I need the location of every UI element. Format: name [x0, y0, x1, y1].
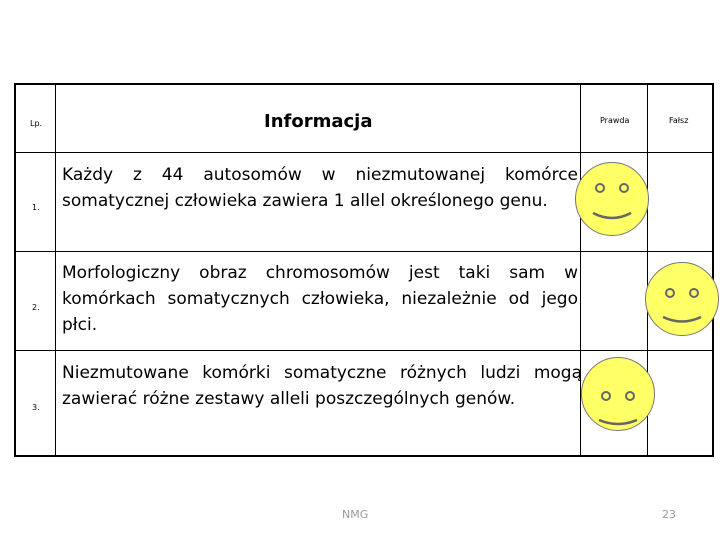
- statement-text: Niezmutowane komórki somatyczne różnych ludzi mogą zawierać różne zestawy alleli poszczególnych genów.: [62, 363, 582, 409]
- row-divider: [16, 251, 712, 252]
- row-divider: [16, 152, 712, 153]
- smiley-face-icon[interactable]: [581, 357, 655, 431]
- header-falsz: Fałsz: [669, 116, 689, 125]
- column-divider: [55, 85, 56, 455]
- header-prawda: Prawda: [600, 116, 630, 125]
- smiley-face-icon[interactable]: [645, 262, 719, 336]
- row-divider: [16, 350, 712, 351]
- row-number: 2.: [32, 303, 40, 312]
- row-number: 3.: [32, 403, 40, 412]
- row-number: 1.: [32, 203, 40, 212]
- footer-label: NMG: [342, 508, 369, 521]
- statement-text: Morfologiczny obraz chromosomów jest taki sam w komórkach somatycznych człowieka, niezależnie od jego płci.: [62, 263, 578, 335]
- page-number: 23: [662, 508, 676, 521]
- header-informacja: Informacja: [264, 111, 373, 132]
- statement-text: Każdy z 44 autosomów w niezmutowanej komórce somatycznej człowieka zawiera 1 allel określonego genu.: [62, 165, 578, 211]
- smiley-face-icon[interactable]: [575, 162, 649, 236]
- header-lp: Lp.: [30, 119, 43, 128]
